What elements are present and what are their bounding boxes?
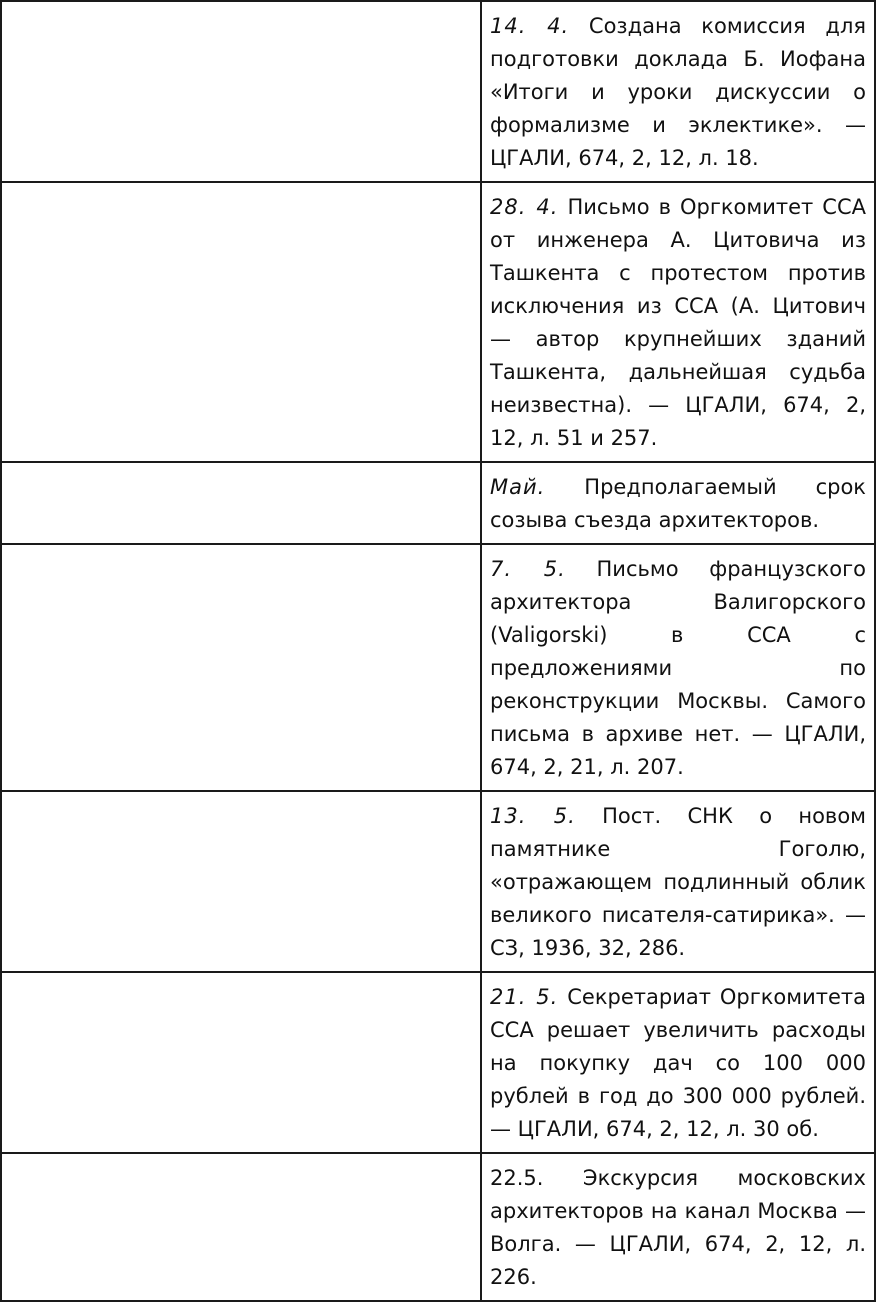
entry-text: Создана комиссия для подготовки доклада Б. Иофана «Итоги и уроки дискуссии о формализме и эклектике». — ЦГАЛИ, 674, 2, 12, л. 18. — [490, 14, 866, 170]
empty-left-cell — [1, 791, 481, 972]
empty-left-cell — [1, 462, 481, 544]
empty-left-cell — [1, 182, 481, 462]
table-row — [1, 462, 875, 544]
entry-text: 22.5. Экскурсия московских архитекторов на канал Москва — Волга. — ЦГАЛИ, 674, 2, 12, л. 226. — [490, 1166, 866, 1289]
entry-text: Пост. СНК о новом памятнике Гоголю, «отражающем подлинный облик великого писателя-сатирика». — СЗ, 1936, 32, 286. — [490, 804, 867, 960]
entry-date: 13. 5. — [490, 804, 576, 828]
table-row — [1, 1153, 875, 1301]
empty-left-cell — [1, 544, 481, 791]
entry-date: Май. — [490, 475, 546, 499]
entry-cell — [481, 791, 875, 972]
entry-text: Секретариат Оргкомитета ССА решает увеличить расходы на покупку дач со 100 000 рублей в год до 300 000 рублей. — ЦГАЛИ, 674, 2, 12, л. 30 об. — [490, 985, 867, 1141]
entry-text: Предполагаемый срок созыва съезда архитекторов. — [490, 475, 866, 532]
empty-left-cell — [1, 1153, 481, 1301]
empty-left-cell — [1, 972, 481, 1153]
entry-date: 21. 5. — [490, 985, 559, 1009]
entry-cell — [481, 544, 875, 791]
table-row — [1, 544, 875, 791]
entry-text: Письмо французского архитектора Валигорского (Valigorski) в ССА с предложениями по реконструкции Москвы. Самого письма в архиве нет. — ЦГАЛИ, 674, 2, 21, л. 207. — [490, 557, 867, 779]
empty-left-cell — [1, 1, 481, 182]
entry-date: 28. 4. — [490, 195, 559, 219]
table-row — [1, 972, 875, 1153]
table-row — [1, 791, 875, 972]
entry-date: 14. 4. — [490, 14, 570, 38]
entry-cell — [481, 1153, 875, 1301]
entry-cell — [481, 462, 875, 544]
entry-text: Письмо в Оргкомитет ССА от инженера А. Цитовича из Ташкента с протестом против исключения из ССА (А. Цитович — автор крупнейших зданий Ташкента, дальнейшая судьба неизвестна). — ЦГАЛИ, 674, 2, 12, л. 51 и 257. — [490, 195, 867, 450]
entry-cell — [481, 1, 875, 182]
table-row — [1, 182, 875, 462]
entry-cell — [481, 182, 875, 462]
entry-cell — [481, 972, 875, 1153]
entry-date: 7. 5. — [490, 557, 566, 581]
table-row — [1, 1, 875, 182]
